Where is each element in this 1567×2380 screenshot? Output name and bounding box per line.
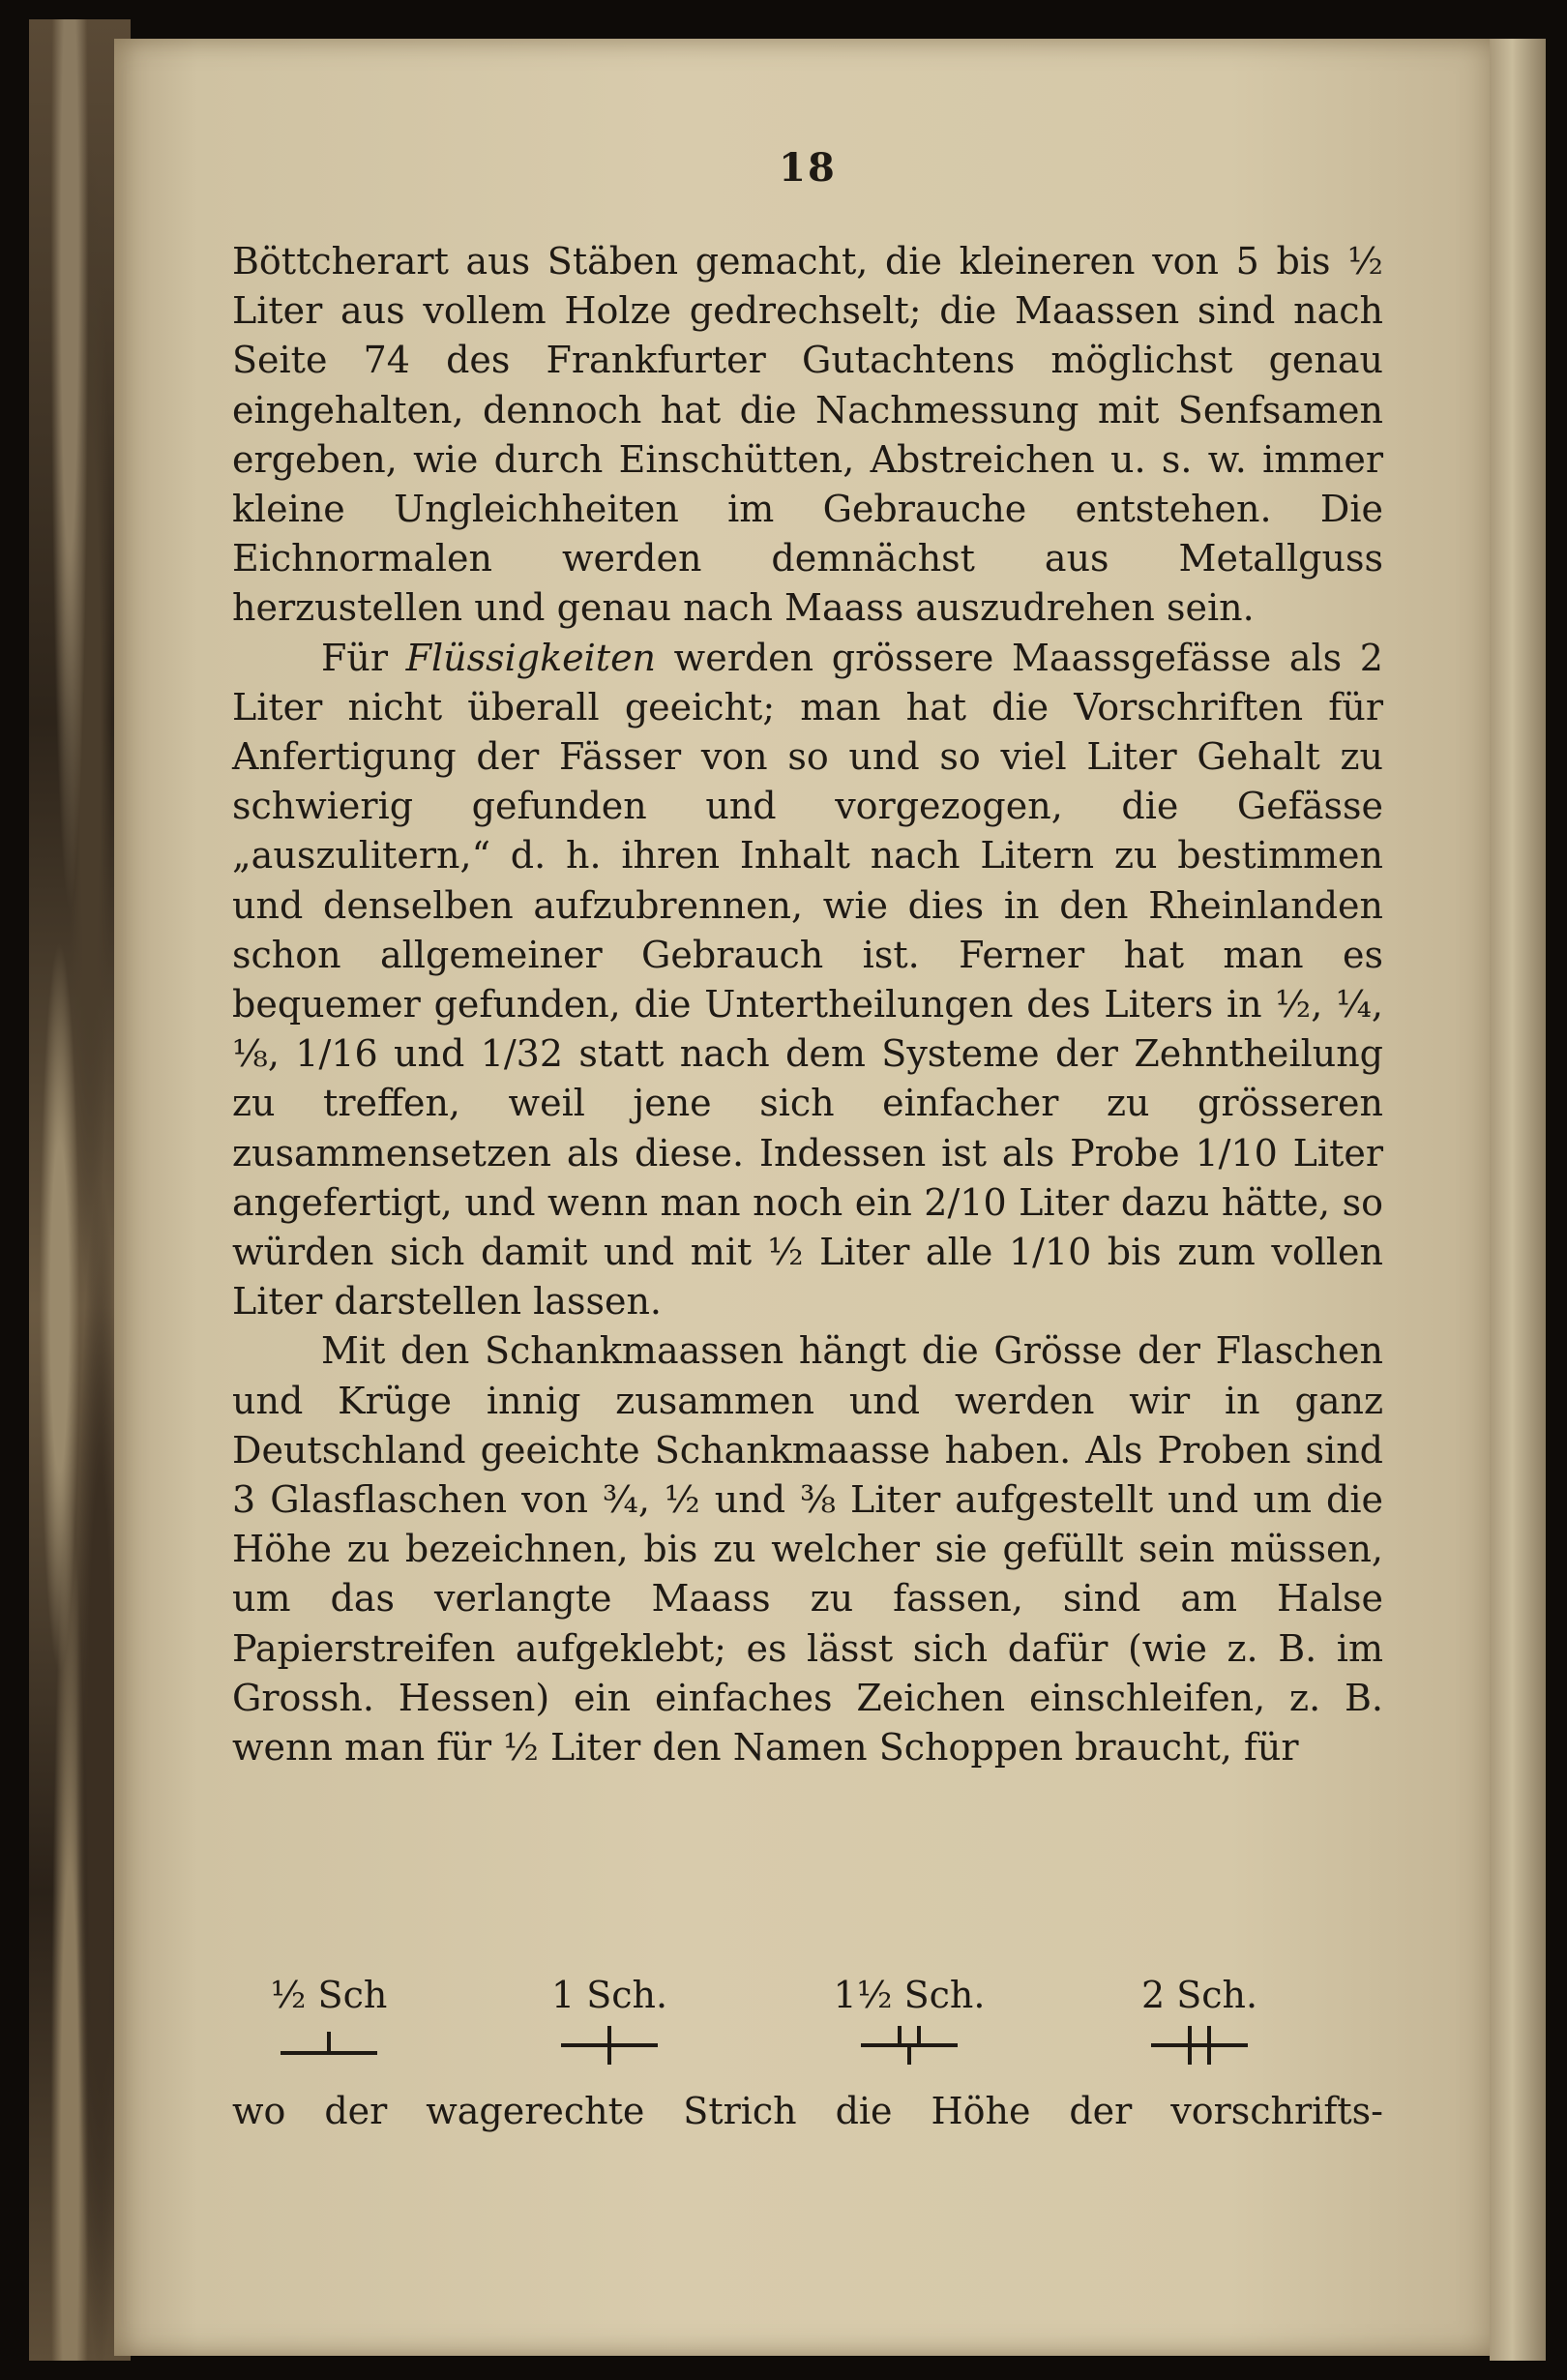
mark-half-schoppen (232, 1974, 426, 2059)
mark-glyph-icon (271, 2020, 387, 2059)
page-number: 18 (779, 145, 837, 191)
measure-marks (232, 1974, 1383, 2080)
mark-label: 1½ Sch. (833, 1974, 986, 2016)
mark-label: 1 Sch. (550, 1974, 668, 2016)
italic-word: Flüssigkeiten (405, 636, 657, 679)
paragraph-2: Für Flüssigkeiten werden grössere Maassgefässe als 2 Liter nicht überall geeicht; man hat die Vorschriften für Anfertigung der Fässer von so und so viel Liter Gehalt zu schwierig gefunden und vorgezogen, die Gefässe „auszulitern,“ d. h. ihren Inhalt nach Litern zu bestimmen und denselben aufzubrennen, wie dies in den Rheinlanden schon allgemeiner Gebrauch ist. Ferner hat man es bequemer gefunden, die Untertheilungen des Liters in ½, ¼, ⅛, 1/16 und 1/32 statt nach dem Systeme der Zehntheilung zu treffen, weil jene sich einfacher zu grösseren zusammensetzen als diese. Indessen ist als Probe 1/10 Liter angefertigt, und wenn man noch ein 2/10 Liter dazu hätte, so würden sich damit und mit ½ Liter alle 1/10 bis zum vollen Liter darstellen lassen. (232, 636, 1383, 1324)
page-edge (1490, 39, 1546, 2361)
mark-glyph-icon (551, 2020, 667, 2068)
mark-glyph-icon (1141, 2020, 1257, 2068)
mark-one-schoppen (513, 1974, 706, 2068)
mark-one-half-schoppen (813, 1974, 1006, 2068)
mark-label: 2 Sch. (1140, 1974, 1258, 2016)
mark-label: ½ Sch (270, 1974, 388, 2016)
paragraph-1: Böttcherart aus Stäben gemacht, die kleineren von 5 bis ½ Liter aus vollem Holze gedrechselt; die Maassen sind nach Seite 74 des Frankfurter Gutachtens möglichst genau eingehalten, dennoch hat die Nachmessung mit Senfsamen ergeben, wie durch Einschütten, Abstreichen u. s. w. immer kleine Ungleichheiten im Gebrauche entstehen. Die Eichnormalen werden demnächst aus Metallguss herzustellen und genau nach Maass auszudrehen sein. (232, 240, 1383, 630)
body-text (232, 237, 1383, 1772)
last-line: wo der wagerechte Strich die Höhe der vorschrifts- (232, 2090, 1383, 2132)
mark-glyph-icon (851, 2020, 967, 2068)
paragraph-3: Mit den Schankmaassen hängt die Grösse der Flaschen und Krüge innig zusammen und werden wir in ganz Deutschland geeichte Schankmaasse haben. Als Proben sind 3 Glasflaschen von ¾, ½ und ⅜ Liter aufgestellt und um die Höhe zu bezeichnen, bis zu welcher sie gefüllt sein müssen, um das verlangte Maass zu fassen, sind am Halse Papierstreifen aufgeklebt; es lässt sich dafür (wie z. B. im Grossh. Hessen) ein einfaches Zeichen einschleifen, z. B. wenn man für ½ Liter den Namen Schoppen braucht, für (232, 1329, 1383, 1770)
mark-two-schoppen (1103, 1974, 1296, 2068)
